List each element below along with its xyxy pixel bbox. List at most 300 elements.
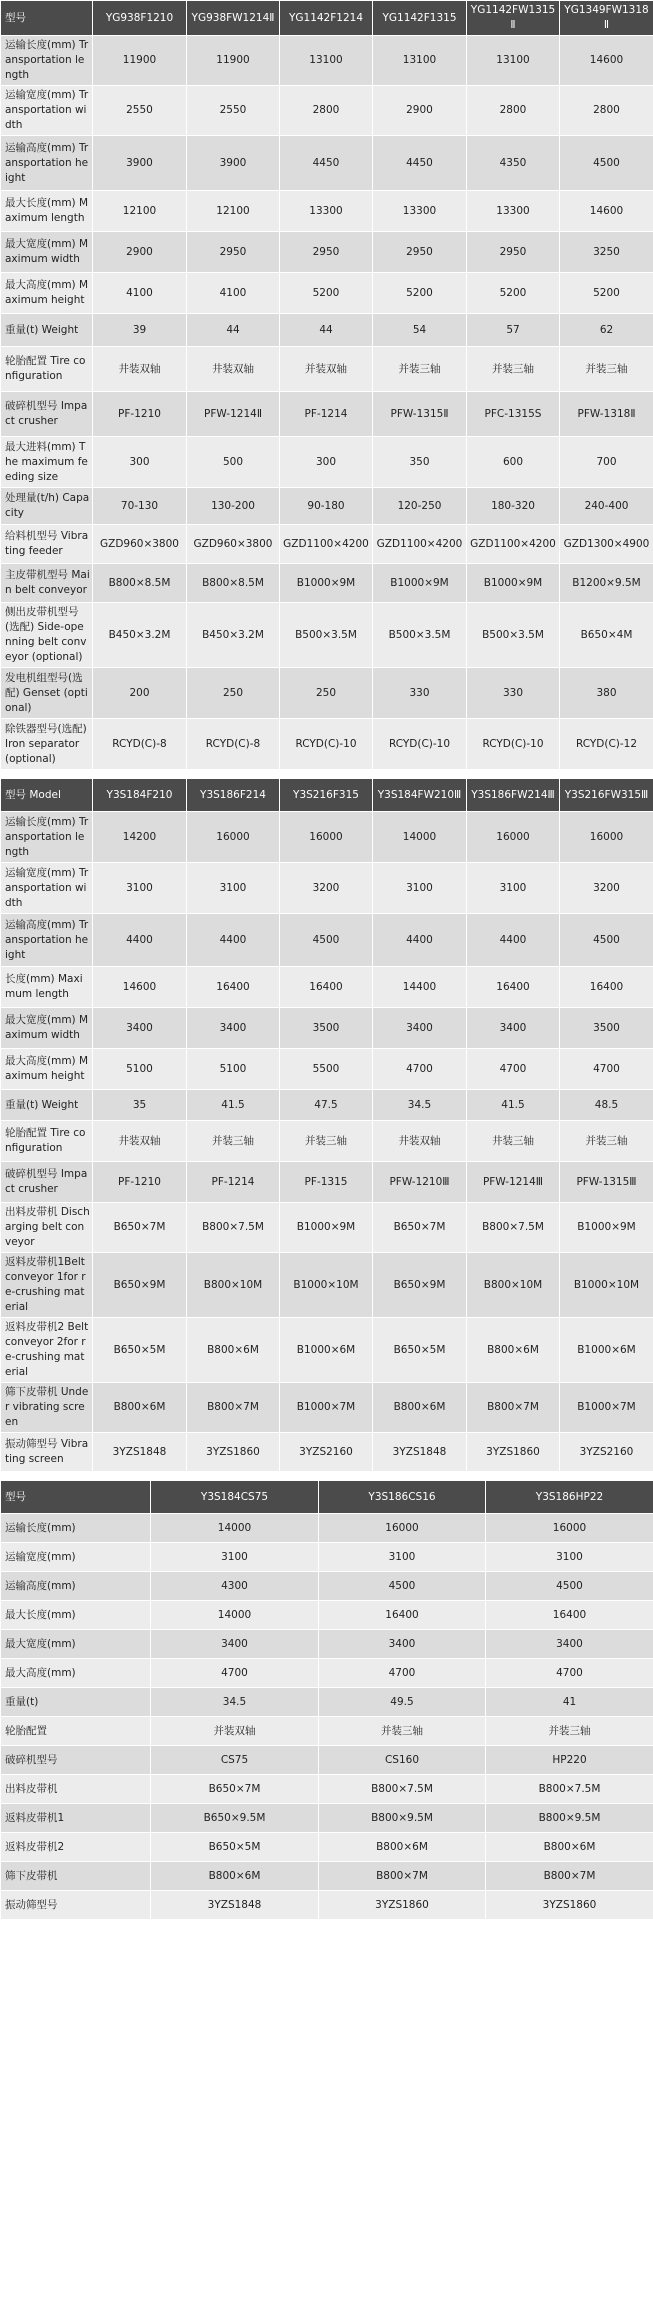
value-cell: 14600 (560, 191, 653, 232)
value-cell: B650×9.5M (151, 1804, 319, 1833)
value-cell: 13100 (467, 36, 560, 86)
row-label: 最大宽度(mm) Maximum width (1, 1008, 93, 1049)
value-cell: 并装三轴 (467, 347, 560, 392)
value-cell: 4350 (467, 136, 560, 191)
value-cell: B800×6M (486, 1833, 653, 1862)
value-cell: 并装双轴 (280, 347, 373, 392)
row-label: 主皮带机型号 Main belt conveyor (1, 564, 93, 603)
header-model-cell: YG938FW1214Ⅱ (187, 1, 280, 36)
row-label: 筛下皮带机 (1, 1862, 151, 1891)
value-cell: 5100 (187, 1049, 280, 1090)
table-row (1, 1383, 653, 1433)
value-cell: RCYD(C)-8 (187, 719, 280, 770)
value-cell: PFW-1210Ⅲ (373, 1162, 467, 1203)
value-cell: B450×3.2M (93, 603, 187, 668)
spec-table-body (1, 1481, 653, 1920)
value-cell: 62 (560, 314, 653, 347)
value-cell: B650×5M (151, 1833, 319, 1862)
value-cell: 700 (560, 437, 653, 488)
value-cell: 3YZS1860 (187, 1433, 280, 1472)
value-cell: 4300 (151, 1572, 319, 1601)
value-cell: 2950 (187, 232, 280, 273)
row-label: 出料皮带机 (1, 1775, 151, 1804)
value-cell: 2550 (187, 86, 280, 136)
value-cell: 44 (187, 314, 280, 347)
table-row (1, 273, 653, 314)
value-cell: PFW-1315Ⅱ (373, 392, 467, 437)
header-model-cell: Y3S186F214 (187, 779, 280, 812)
value-cell: B500×3.5M (373, 603, 467, 668)
value-cell: 4500 (319, 1572, 486, 1601)
value-cell: 3YZS1848 (373, 1433, 467, 1472)
value-cell: B800×6M (93, 1383, 187, 1433)
table-row (1, 812, 653, 863)
value-cell: B800×9.5M (486, 1804, 653, 1833)
header-model-cell: YG1142F1214 (280, 1, 373, 36)
value-cell: 380 (560, 668, 653, 719)
table-row (1, 1717, 653, 1746)
value-cell: 5200 (373, 273, 467, 314)
value-cell: 井装双轴 (373, 1121, 467, 1162)
value-cell: 4700 (373, 1049, 467, 1090)
value-cell: 井装双轴 (187, 347, 280, 392)
value-cell: 90-180 (280, 488, 373, 525)
row-label: 轮胎配置 (1, 1717, 151, 1746)
row-label: 返料皮带机1 (1, 1804, 151, 1833)
value-cell: B650×7M (93, 1203, 187, 1253)
value-cell: 3100 (319, 1543, 486, 1572)
header-model-cell: Y3S186CS16 (319, 1481, 486, 1514)
header-model-cell: Y3S184FW210Ⅲ (373, 779, 467, 812)
value-cell: B800×6M (151, 1862, 319, 1891)
value-cell: B800×7.5M (467, 1203, 560, 1253)
table-row (1, 1601, 653, 1630)
value-cell: 16400 (319, 1601, 486, 1630)
value-cell: 16000 (560, 812, 653, 863)
value-cell: B500×3.5M (467, 603, 560, 668)
value-cell: B650×7M (151, 1775, 319, 1804)
value-cell: 34.5 (373, 1090, 467, 1121)
table-row (1, 1433, 653, 1472)
value-cell: HP220 (486, 1746, 653, 1775)
value-cell: B1000×7M (560, 1383, 653, 1433)
value-cell: 11900 (187, 36, 280, 86)
value-cell: B1000×10M (280, 1253, 373, 1318)
value-cell: 12100 (93, 191, 187, 232)
value-cell: 2900 (373, 86, 467, 136)
value-cell: 330 (467, 668, 560, 719)
table-row (1, 1572, 653, 1601)
row-label: 运输长度(mm) (1, 1514, 151, 1543)
table-header-row (1, 1481, 653, 1514)
value-cell: 4700 (319, 1659, 486, 1688)
value-cell: 3400 (93, 1008, 187, 1049)
header-model-cell: Y3S186FW214Ⅲ (467, 779, 560, 812)
value-cell: 600 (467, 437, 560, 488)
value-cell: B1000×9M (467, 564, 560, 603)
value-cell: 16000 (319, 1514, 486, 1543)
value-cell: 2950 (467, 232, 560, 273)
value-cell: 并装双轴 (151, 1717, 319, 1746)
value-cell: B800×7.5M (486, 1775, 653, 1804)
row-label: 给料机型号 Vibrating feeder (1, 525, 93, 564)
value-cell: GZD1100×4200 (280, 525, 373, 564)
value-cell: GZD1100×4200 (467, 525, 560, 564)
row-label: 运输宽度(mm) (1, 1543, 151, 1572)
value-cell: 并装三轴 (560, 347, 653, 392)
value-cell: B800×8.5M (187, 564, 280, 603)
value-cell: 井装三轴 (467, 1121, 560, 1162)
value-cell: B650×7M (373, 1203, 467, 1253)
value-cell: 3100 (151, 1543, 319, 1572)
table-row (1, 1253, 653, 1318)
header-model-label: 型号 Model (1, 779, 93, 812)
table-row (1, 967, 653, 1008)
value-cell: 4450 (373, 136, 467, 191)
value-cell: 13300 (467, 191, 560, 232)
value-cell: PF-1210 (93, 1162, 187, 1203)
value-cell: 250 (280, 668, 373, 719)
table-row (1, 1008, 653, 1049)
value-cell: 44 (280, 314, 373, 347)
value-cell: 300 (280, 437, 373, 488)
value-cell: 11900 (93, 36, 187, 86)
table-row (1, 1891, 653, 1920)
value-cell: 500 (187, 437, 280, 488)
row-label: 最大高度(mm) Maximum height (1, 273, 93, 314)
value-cell: B800×6M (187, 1318, 280, 1383)
table-row (1, 1862, 653, 1891)
value-cell: 4400 (373, 914, 467, 967)
row-label: 重量(t) Weight (1, 1090, 93, 1121)
row-label: 振动筛型号 Vibrating screen (1, 1433, 93, 1472)
value-cell: 并装三轴 (373, 347, 467, 392)
value-cell: 4700 (467, 1049, 560, 1090)
value-cell: 3400 (486, 1630, 653, 1659)
row-label: 最大长度(mm) (1, 1601, 151, 1630)
value-cell: B650×5M (93, 1318, 187, 1383)
value-cell: B800×6M (467, 1318, 560, 1383)
row-label: 最大高度(mm) Maximum height (1, 1049, 93, 1090)
value-cell: 3YZS1848 (151, 1891, 319, 1920)
value-cell: B800×7.5M (187, 1203, 280, 1253)
value-cell: 4400 (93, 914, 187, 967)
table-row (1, 1746, 653, 1775)
value-cell: 3400 (319, 1630, 486, 1659)
table-row (1, 1318, 653, 1383)
value-cell: B1200×9.5M (560, 564, 653, 603)
row-label: 侧出皮带机型号(选配) Side-openning belt conveyor (optional) (1, 603, 93, 668)
table-row (1, 314, 653, 347)
row-label: 返料皮带机1Belt conveyor 1for re-crushing material (1, 1253, 93, 1318)
value-cell: 12100 (187, 191, 280, 232)
value-cell: 3900 (187, 136, 280, 191)
value-cell: 2550 (93, 86, 187, 136)
value-cell: 4400 (187, 914, 280, 967)
value-cell: B800×7M (486, 1862, 653, 1891)
row-label: 运输宽度(mm) Transportation width (1, 863, 93, 914)
value-cell: B500×3.5M (280, 603, 373, 668)
table-spacer (0, 770, 653, 778)
value-cell: B650×9M (93, 1253, 187, 1318)
value-cell: B1000×7M (280, 1383, 373, 1433)
header-model-cell: Y3S216FW315Ⅲ (560, 779, 653, 812)
value-cell: 330 (373, 668, 467, 719)
value-cell: 并装三轴 (319, 1717, 486, 1746)
value-cell: 180-320 (467, 488, 560, 525)
value-cell: 并装三轴 (560, 1121, 653, 1162)
value-cell: RCYD(C)-10 (373, 719, 467, 770)
value-cell: 并装三轴 (280, 1121, 373, 1162)
table-row (1, 1162, 653, 1203)
table-row (1, 1630, 653, 1659)
row-label: 长度(mm) Maximum length (1, 967, 93, 1008)
value-cell: PFW-1318Ⅱ (560, 392, 653, 437)
value-cell: 3100 (373, 863, 467, 914)
value-cell: 2900 (93, 232, 187, 273)
value-cell: 并装三轴 (187, 1121, 280, 1162)
value-cell: B800×7M (319, 1862, 486, 1891)
row-label: 破碎机型号 Impact crusher (1, 392, 93, 437)
table-header-row (1, 779, 653, 812)
row-label: 轮胎配置 Tire configuration (1, 1121, 93, 1162)
value-cell: B800×7M (187, 1383, 280, 1433)
spec-table-y3s-f-series (0, 778, 653, 1472)
header-model-cell: Y3S184F210 (93, 779, 187, 812)
value-cell: 3400 (187, 1008, 280, 1049)
row-label: 除铁器型号(选配) Iron separator (optional) (1, 719, 93, 770)
value-cell: 200 (93, 668, 187, 719)
table-row (1, 136, 653, 191)
value-cell: 4450 (280, 136, 373, 191)
value-cell: 5100 (93, 1049, 187, 1090)
value-cell: 14600 (93, 967, 187, 1008)
value-cell: 3100 (486, 1543, 653, 1572)
value-cell: 3YZS1848 (93, 1433, 187, 1472)
row-label: 运输高度(mm) Transportation height (1, 136, 93, 191)
header-model-cell: Y3S216F315 (280, 779, 373, 812)
header-model-cell: Y3S186HP22 (486, 1481, 653, 1514)
table-row (1, 719, 653, 770)
value-cell: 4500 (280, 914, 373, 967)
value-cell: 16000 (187, 812, 280, 863)
table-spacer (0, 1472, 653, 1480)
value-cell: 34.5 (151, 1688, 319, 1717)
value-cell: 16400 (187, 967, 280, 1008)
value-cell: 3200 (280, 863, 373, 914)
spec-table-body (1, 779, 653, 1472)
spec-table-body (1, 1, 653, 770)
value-cell: 41.5 (187, 1090, 280, 1121)
value-cell: B1000×6M (280, 1318, 373, 1383)
value-cell: B1000×6M (560, 1318, 653, 1383)
row-label: 最大宽度(mm) Maximum width (1, 232, 93, 273)
value-cell: 3YZS2160 (280, 1433, 373, 1472)
value-cell: RCYD(C)-8 (93, 719, 187, 770)
value-cell: 240-400 (560, 488, 653, 525)
value-cell: 2800 (560, 86, 653, 136)
value-cell: 5200 (280, 273, 373, 314)
value-cell: B800×7.5M (319, 1775, 486, 1804)
table-row (1, 488, 653, 525)
row-label: 发电机组型号(选配) Genset (optional) (1, 668, 93, 719)
value-cell: 16400 (486, 1601, 653, 1630)
value-cell: B800×8.5M (93, 564, 187, 603)
value-cell: 41 (486, 1688, 653, 1717)
value-cell: 16000 (486, 1514, 653, 1543)
header-model-label: 型号 (1, 1, 93, 36)
table-row (1, 603, 653, 668)
value-cell: RCYD(C)-10 (280, 719, 373, 770)
row-label: 运输长度(mm) Transportation length (1, 36, 93, 86)
value-cell: B800×7M (467, 1383, 560, 1433)
table-row (1, 863, 653, 914)
header-model-cell: YG1142F1315 (373, 1, 467, 36)
spec-table-y3s-cone-series (0, 1480, 653, 1920)
value-cell: 2800 (467, 86, 560, 136)
value-cell: 49.5 (319, 1688, 486, 1717)
row-label: 最大宽度(mm) (1, 1630, 151, 1659)
value-cell: CS160 (319, 1746, 486, 1775)
value-cell: 3500 (560, 1008, 653, 1049)
value-cell: 4100 (187, 273, 280, 314)
value-cell: 4100 (93, 273, 187, 314)
value-cell: 57 (467, 314, 560, 347)
value-cell: 4700 (560, 1049, 653, 1090)
row-label: 返料皮带机2 (1, 1833, 151, 1862)
value-cell: B1000×9M (560, 1203, 653, 1253)
value-cell: B1000×10M (560, 1253, 653, 1318)
value-cell: B650×9M (373, 1253, 467, 1318)
value-cell: B800×6M (319, 1833, 486, 1862)
row-label: 破碎机型号 Impact crusher (1, 1162, 93, 1203)
value-cell: 16400 (560, 967, 653, 1008)
row-label: 重量(t) Weight (1, 314, 93, 347)
value-cell: 13100 (280, 36, 373, 86)
value-cell: 井装双轴 (93, 347, 187, 392)
value-cell: 4500 (560, 914, 653, 967)
value-cell: 3900 (93, 136, 187, 191)
header-model-cell: Y3S184CS75 (151, 1481, 319, 1514)
value-cell: 4700 (486, 1659, 653, 1688)
value-cell: B650×5M (373, 1318, 467, 1383)
value-cell: B1000×9M (280, 1203, 373, 1253)
value-cell: B800×10M (467, 1253, 560, 1318)
value-cell: 14600 (560, 36, 653, 86)
table-row (1, 1543, 653, 1572)
header-model-label: 型号 (1, 1481, 151, 1514)
value-cell: 并装三轴 (486, 1717, 653, 1746)
table-row (1, 392, 653, 437)
table-row (1, 1659, 653, 1688)
row-label: 破碎机型号 (1, 1746, 151, 1775)
table-row (1, 347, 653, 392)
value-cell: 4500 (486, 1572, 653, 1601)
value-cell: B1000×9M (280, 564, 373, 603)
value-cell: 井装双轴 (93, 1121, 187, 1162)
value-cell: 4700 (151, 1659, 319, 1688)
value-cell: 2950 (280, 232, 373, 273)
value-cell: 16400 (467, 967, 560, 1008)
table-row (1, 232, 653, 273)
value-cell: 39 (93, 314, 187, 347)
table-row (1, 1121, 653, 1162)
value-cell: 250 (187, 668, 280, 719)
table-row (1, 668, 653, 719)
value-cell: GZD960×3800 (93, 525, 187, 564)
value-cell: PFW-1315Ⅲ (560, 1162, 653, 1203)
value-cell: PFW-1214Ⅲ (467, 1162, 560, 1203)
table-row (1, 1833, 653, 1862)
row-label: 轮胎配置 Tire configuration (1, 347, 93, 392)
value-cell: 120-250 (373, 488, 467, 525)
table-row (1, 1688, 653, 1717)
value-cell: 350 (373, 437, 467, 488)
value-cell: 3400 (373, 1008, 467, 1049)
value-cell: 13300 (373, 191, 467, 232)
value-cell: PFC-1315S (467, 392, 560, 437)
value-cell: GZD1300×4900 (560, 525, 653, 564)
table-row (1, 1049, 653, 1090)
header-model-cell: YG1142FW1315Ⅱ (467, 1, 560, 36)
value-cell: 54 (373, 314, 467, 347)
table-row (1, 36, 653, 86)
value-cell: 70-130 (93, 488, 187, 525)
table-row (1, 437, 653, 488)
row-label: 返料皮带机2 Belt conveyor 2for re-crushing material (1, 1318, 93, 1383)
value-cell: 41.5 (467, 1090, 560, 1121)
value-cell: RCYD(C)-10 (467, 719, 560, 770)
row-label: 运输长度(mm) Transportation length (1, 812, 93, 863)
value-cell: 4500 (560, 136, 653, 191)
value-cell: 48.5 (560, 1090, 653, 1121)
value-cell: 5500 (280, 1049, 373, 1090)
value-cell: 130-200 (187, 488, 280, 525)
header-model-cell: YG1349FW1318Ⅱ (560, 1, 653, 36)
value-cell: PF-1214 (280, 392, 373, 437)
table-row (1, 525, 653, 564)
value-cell: 2950 (373, 232, 467, 273)
value-cell: 14000 (151, 1601, 319, 1630)
table-row (1, 86, 653, 136)
value-cell: 5200 (560, 273, 653, 314)
row-label: 重量(t) (1, 1688, 151, 1717)
value-cell: B650×4M (560, 603, 653, 668)
value-cell: 3YZS1860 (486, 1891, 653, 1920)
row-label: 出料皮带机 Discharging belt conveyor (1, 1203, 93, 1253)
table-row (1, 1203, 653, 1253)
value-cell: B1000×9M (373, 564, 467, 603)
value-cell: B800×9.5M (319, 1804, 486, 1833)
row-label: 运输高度(mm) (1, 1572, 151, 1601)
value-cell: 14400 (373, 967, 467, 1008)
row-label: 筛下皮带机 Under vibrating screen (1, 1383, 93, 1433)
value-cell: GZD1100×4200 (373, 525, 467, 564)
value-cell: 3100 (93, 863, 187, 914)
table-row (1, 1804, 653, 1833)
value-cell: GZD960×3800 (187, 525, 280, 564)
value-cell: PF-1214 (187, 1162, 280, 1203)
value-cell: 3100 (187, 863, 280, 914)
value-cell: 14000 (151, 1514, 319, 1543)
table-row (1, 564, 653, 603)
value-cell: 3500 (280, 1008, 373, 1049)
value-cell: 16000 (467, 812, 560, 863)
value-cell: CS75 (151, 1746, 319, 1775)
value-cell: 3200 (560, 863, 653, 914)
value-cell: 3YZS1860 (467, 1433, 560, 1472)
header-model-cell: YG938F1210 (93, 1, 187, 36)
